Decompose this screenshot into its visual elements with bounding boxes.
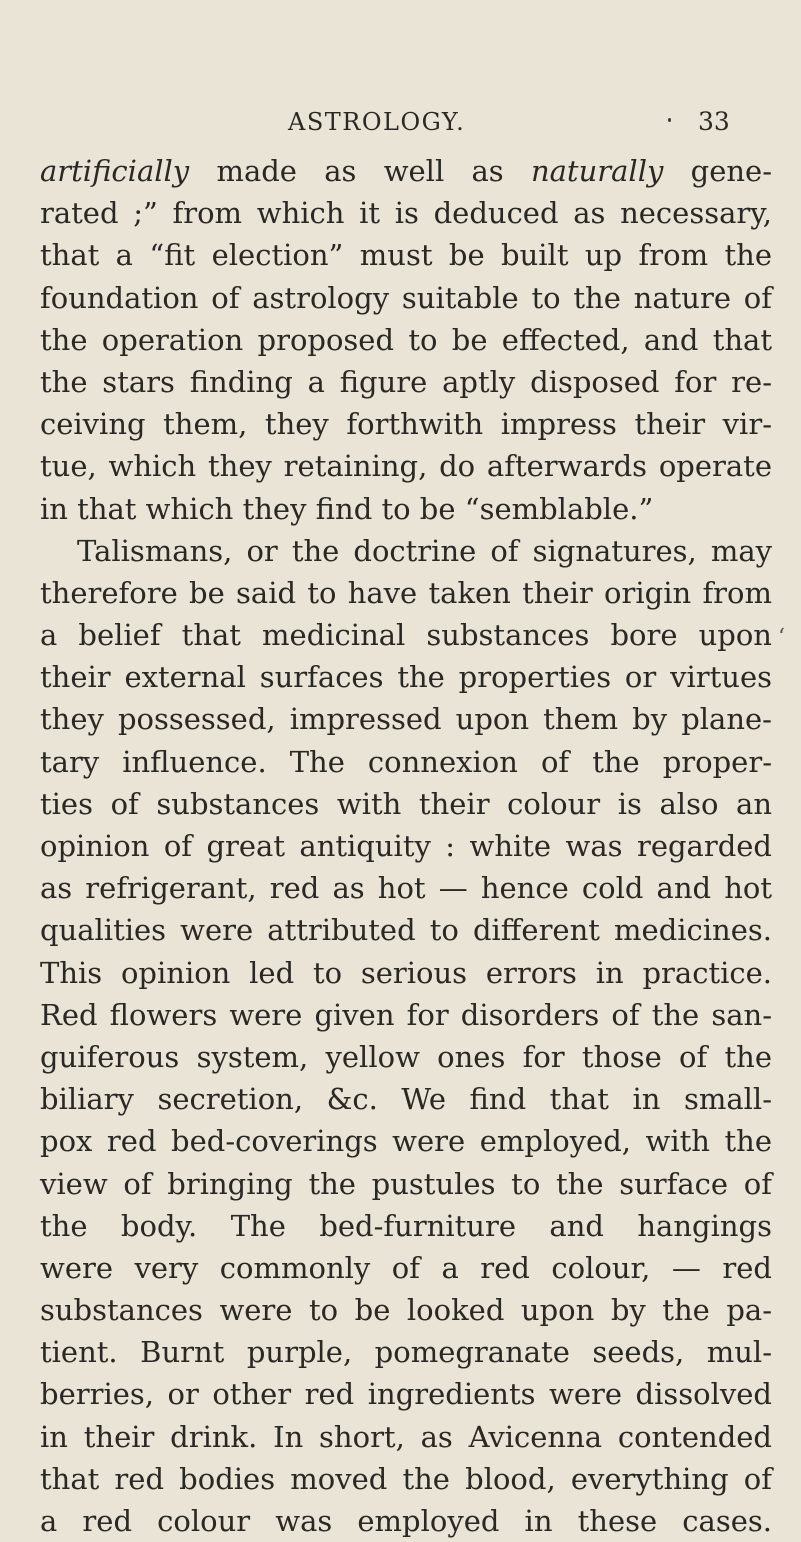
text-line: qualities were attributed to different medicines.: [40, 913, 772, 948]
text-line: opinion of great antiquity : white was regarded: [40, 829, 772, 863]
text-line: tary influence. The connexion of the proper-: [40, 744, 772, 779]
text-line: as refrigerant, red as hot — hence cold and hot: [40, 871, 772, 906]
text-line: the operation proposed to be effected, and that: [40, 322, 772, 357]
text-line: the stars finding a figure aptly disposed for re-: [40, 364, 772, 399]
text-line: [40, 150, 772, 192]
italic-word: artificially: [40, 154, 190, 188]
text-line: a belief that medicinal substances bore upon: [40, 618, 772, 653]
running-title: ASTROLOGY.: [288, 108, 466, 136]
italic-word: naturally: [530, 154, 664, 188]
text-line: rated ;” from which it is deduced as necessary,: [40, 196, 772, 231]
text-line: substances were to be looked upon by the pa-: [40, 1293, 772, 1328]
text-line: This opinion led to serious errors in practice.: [40, 955, 772, 990]
text-line: were very commonly of a red colour, — red: [40, 1250, 772, 1285]
text-line: a red colour was employed in these cases.: [40, 1504, 772, 1538]
page-header: [0, 104, 801, 140]
text-line: berries, or other red ingredients were dissolved: [40, 1377, 772, 1412]
page-number: 33: [698, 107, 730, 136]
text-line: they possessed, impressed upon them by plane-: [40, 702, 772, 737]
text-span: gene-: [663, 154, 773, 188]
text-line: Red flowers were given for disorders of the san-: [40, 997, 772, 1032]
text-line: Talismans, or the doctrine of signatures, may: [77, 533, 772, 568]
text-line: that a “fit election” must be built up from the: [40, 238, 772, 273]
text-line: biliary secretion, &c. We find that in small-: [40, 1082, 772, 1117]
text-line: ceiving them, they forthwith impress their vir-: [40, 407, 772, 442]
body-text: [40, 150, 772, 1542]
text-line: therefore be said to have taken their origin from: [40, 575, 772, 610]
text-line: ties of substances with their colour is also an: [40, 786, 772, 821]
ink-speck: [668, 118, 671, 122]
text-line: tue, which they retaining, do afterwards operate: [40, 449, 772, 484]
text-line: guiferous system, yellow ones for those of the: [40, 1039, 772, 1074]
text-line: tient. Burnt purple, pomegranate seeds, mul-: [40, 1335, 772, 1370]
text-line: foundation of astrology suitable to the nature of: [40, 280, 772, 315]
text-line: in that which they find to be “semblable.”: [40, 491, 654, 526]
text-line: that red bodies moved the blood, everything of: [40, 1461, 772, 1496]
text-line: the body. The bed-furniture and hangings: [40, 1208, 772, 1243]
text-line: pox red bed-coverings were employed, with the: [40, 1124, 772, 1159]
text-line: their external surfaces the properties or virtues: [40, 660, 772, 695]
text-line: view of bringing the pustules to the surface of: [40, 1166, 772, 1201]
text-line: in their drink. In short, as Avicenna contended: [40, 1419, 772, 1454]
text-span: made as well as: [189, 154, 531, 188]
margin-mark: ‘: [778, 625, 785, 650]
